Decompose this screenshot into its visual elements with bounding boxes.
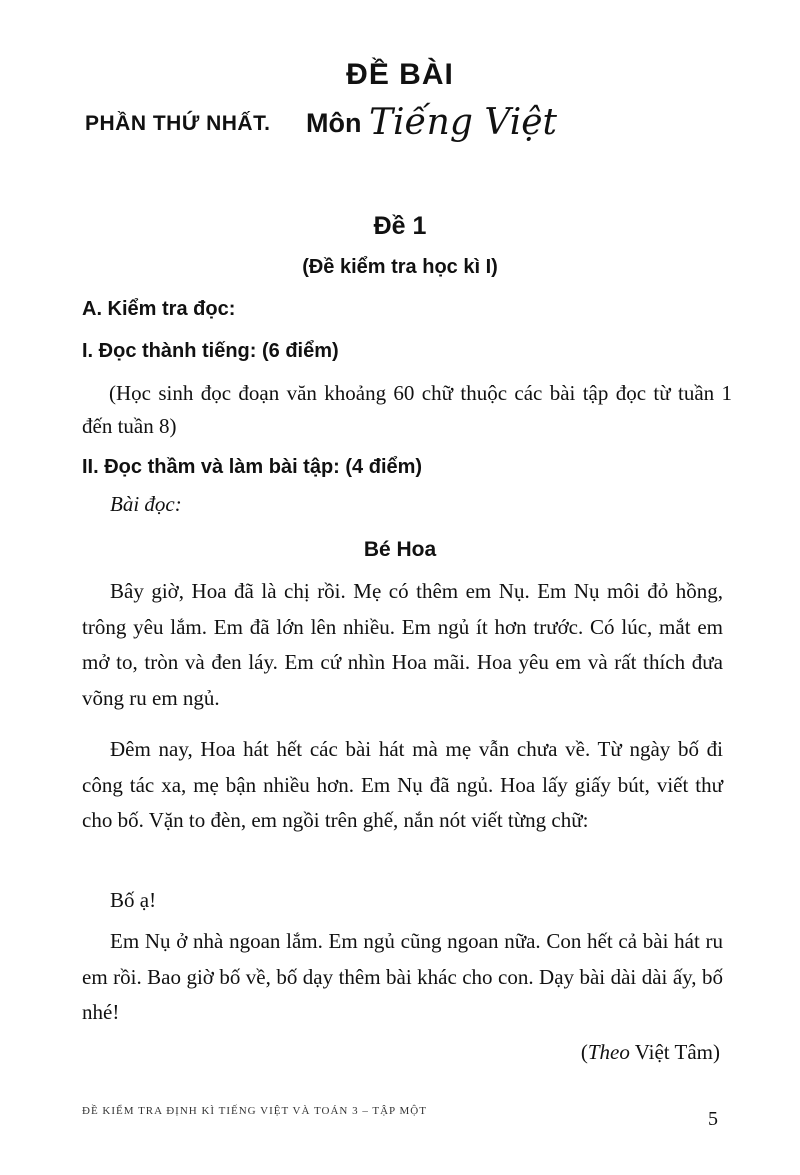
subject-prefix: Môn [306, 108, 362, 138]
story-paragraph: Bây giờ, Hoa đã là chị rồi. Mẹ có thêm em Nụ. Em Nụ môi đỏ hồng, trông yêu lắm. Em đã lớn lên nhiều. Em ngủ ít hơn trước. Có lúc, mắt em mở to, tròn và đen láy. Em cứ nhìn Hoa mãi. Hoa yêu em và rất thích đưa võng ru em ngủ. [82, 579, 723, 710]
story-paragraph: Đêm nay, Hoa hát hết các bài hát mà mẹ vẫn chưa về. Từ ngày bố đi công tác xa, mẹ bận nhiều hơn. Em Nụ đã ngủ. Hoa lấy giấy bút, viết thư cho bố. Vặn to đèn, em ngồi trên ghế, nắn nót viết từng chữ: [82, 737, 723, 832]
story-paragraph: Bố ạ! [110, 888, 157, 912]
section-i-heading: I. Đọc thành tiếng: (6 điểm) [82, 340, 339, 362]
footer-text: ĐỀ KIỂM TRA ĐỊNH KÌ TIẾNG VIỆT VÀ TOÁN 3 – TẬP MỘT [82, 1105, 427, 1117]
story-title: Bé Hoa [363, 538, 437, 561]
page-number: 5 [708, 1108, 718, 1130]
story-paragraph: Em Nụ ở nhà ngoan lắm. Em ngủ cũng ngoan nữa. Con hết cả bài hát ru em rồi. Bao giờ bố về, bố dạy thêm bài khác cho con. Dạy bài dài dài ấy, bố nhé! [82, 929, 723, 1024]
attribution-source: Theo [587, 1040, 630, 1064]
subject-name: Tiếng Việt [369, 102, 557, 143]
part-label: PHẦN THỨ NHẤT. [85, 112, 271, 135]
exam-number: Đề 1 [373, 212, 427, 240]
exam-subtitle: (Đề kiểm tra học kì I) [302, 256, 498, 278]
attribution: (Theo Việt Tâm) [580, 1040, 720, 1064]
section-i-note: (Học sinh đọc đoạn văn khoảng 60 chữ thuộc các bài tập đọc từ tuần 1 đến tuần 8) [82, 381, 732, 438]
part-heading [85, 102, 557, 143]
section-a-heading: A. Kiểm tra đọc: [82, 298, 236, 320]
section-ii-heading: II. Đọc thầm và làm bài tập: (4 điểm) [82, 456, 423, 478]
page-title: ĐỀ BÀI [346, 58, 454, 91]
attribution-author: Việt Tâm [634, 1040, 713, 1064]
reading-label: Bài đọc: [110, 492, 182, 516]
